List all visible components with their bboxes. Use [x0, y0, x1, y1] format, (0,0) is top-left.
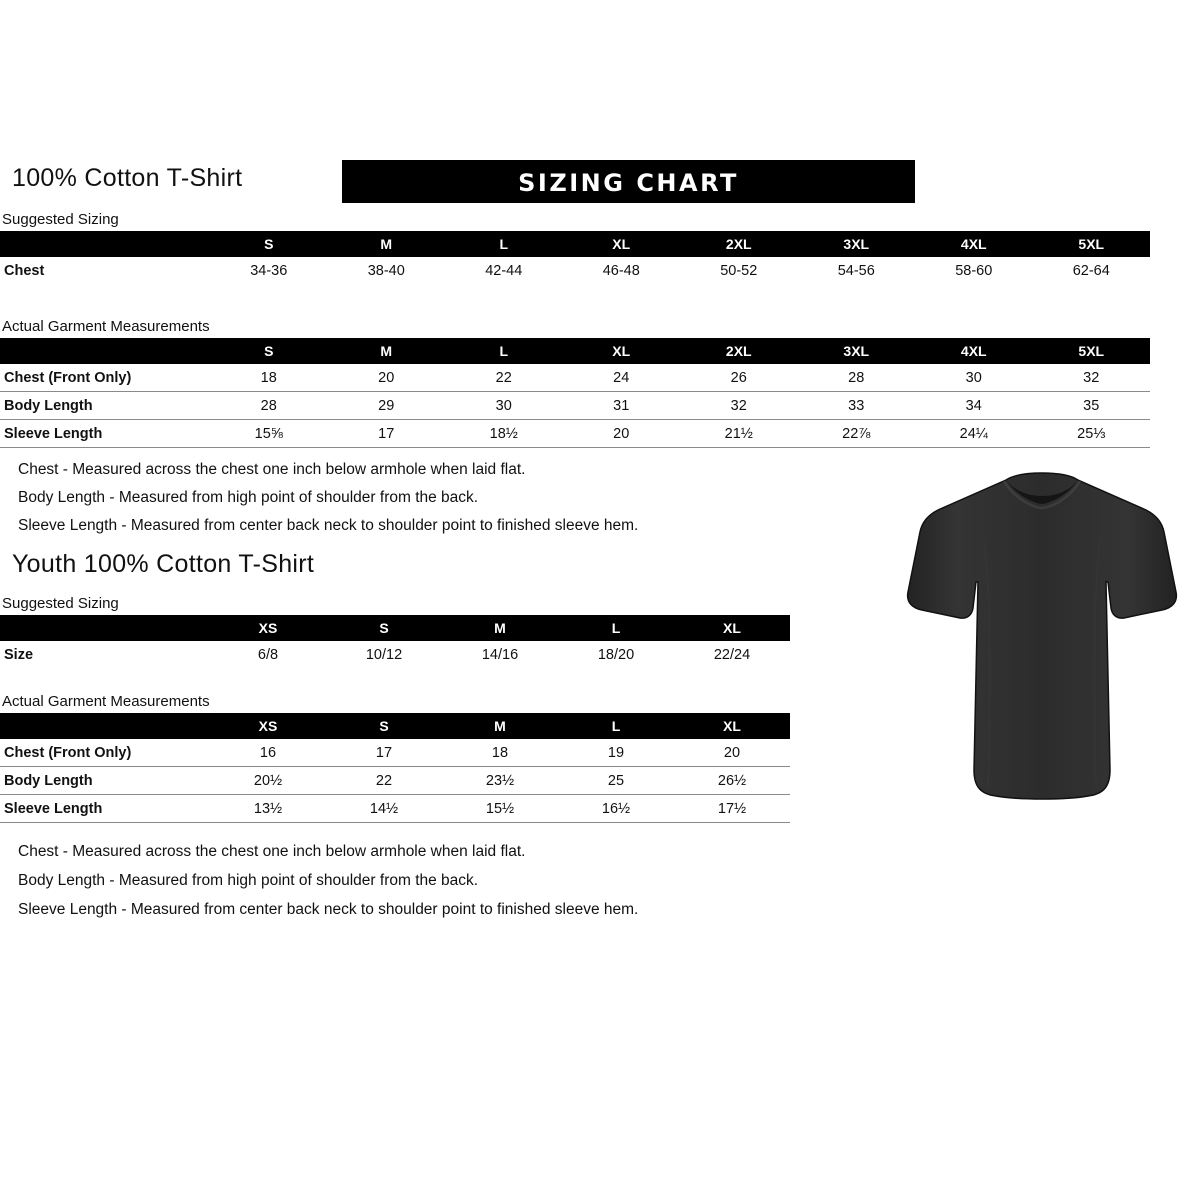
column-header: L [558, 615, 674, 641]
cell: 14½ [369, 800, 399, 817]
column-header: S [326, 615, 442, 641]
youth-garment-measurements-table [0, 713, 790, 823]
table-row [0, 420, 1150, 448]
cell: 22 [495, 369, 512, 386]
adult-suggested-sizing-table [0, 231, 1150, 284]
adult-actual-measurements-label: Actual Garment Measurements [2, 318, 210, 335]
column-header: M [328, 338, 446, 364]
cell: 26½ [717, 772, 747, 789]
column-header: XS [210, 615, 326, 641]
column-header: XL [674, 615, 790, 641]
column-header: S [210, 338, 328, 364]
cell: 18 [491, 744, 509, 761]
cell: 28 [848, 369, 865, 386]
cell: 34-36 [250, 262, 288, 279]
cell: 38-40 [367, 262, 405, 279]
cell: 14/16 [481, 646, 519, 663]
cell: 18/20 [597, 646, 635, 663]
column-header: M [442, 713, 558, 739]
table-row [0, 795, 790, 823]
youth-suggested-sizing-table [0, 615, 790, 668]
adult-garment-measurements-table [0, 338, 1150, 448]
cell: 32 [1083, 369, 1100, 386]
column-header: 5XL [1033, 338, 1151, 364]
youth-actual-measurements-label: Actual Garment Measurements [2, 693, 210, 710]
table-header-row [0, 231, 1150, 257]
cell: 13½ [253, 800, 283, 817]
cell: 20 [378, 369, 395, 386]
column-header [0, 615, 210, 641]
cell: 23½ [485, 772, 515, 789]
table-row [0, 392, 1150, 420]
cell: 20 [613, 425, 630, 442]
table-header-row [0, 713, 790, 739]
cell: 15⅝ [254, 425, 283, 442]
table-header-row [0, 338, 1150, 364]
sizing-chart-banner [342, 160, 915, 203]
cell: 16 [259, 744, 277, 761]
cell: 58-60 [955, 262, 993, 279]
column-header: L [558, 713, 674, 739]
column-header: L [445, 338, 563, 364]
youth-suggested-sizing-label: Suggested Sizing [2, 595, 119, 612]
youth-note-body-length: Body Length - Measured from high point of shoulder from the back. [18, 872, 479, 889]
table-row [0, 641, 790, 668]
cell: 28 [260, 397, 277, 414]
cell: 31 [613, 397, 630, 414]
youth-note-chest: Chest - Measured across the chest one inch below armhole when laid flat. [18, 843, 526, 860]
row-label: Body Length [4, 772, 93, 789]
cell: 30 [965, 369, 982, 386]
column-header: 2XL [680, 338, 798, 364]
cell: 17½ [717, 800, 747, 817]
table-row [0, 767, 790, 795]
column-header [0, 713, 210, 739]
cell: 15½ [485, 800, 515, 817]
row-label: Chest [4, 262, 45, 279]
column-header: 3XL [798, 338, 916, 364]
cell: 17 [375, 744, 393, 761]
column-header: XS [210, 713, 326, 739]
column-header: 3XL [798, 231, 916, 257]
cell: 21½ [724, 425, 753, 442]
tshirt-icon [900, 470, 1185, 810]
row-label: Chest (Front Only) [4, 744, 132, 761]
cell: 22⅞ [842, 425, 871, 442]
cell: 24¼ [959, 425, 988, 442]
sizing-chart-banner-label: SIZING CHART [518, 169, 739, 197]
cell: 18 [260, 369, 277, 386]
cell: 17 [378, 425, 395, 442]
row-label: Sleeve Length [4, 800, 103, 817]
youth-note-sleeve-length: Sleeve Length - Measured from center back neck to shoulder point to finished sleeve hem. [18, 901, 639, 918]
adult-suggested-sizing-label: Suggested Sizing [2, 211, 119, 228]
cell: 25 [607, 772, 625, 789]
tshirt-image [900, 470, 1185, 810]
youth-product-title: Youth 100% Cotton T-Shirt [12, 550, 315, 578]
cell: 25⅓ [1077, 425, 1106, 442]
cell: 62-64 [1072, 262, 1110, 279]
column-header: XL [563, 338, 681, 364]
adult-note-chest: Chest - Measured across the chest one inch below armhole when laid flat. [18, 461, 526, 478]
header-row [12, 160, 1188, 204]
cell: 6/8 [257, 646, 279, 663]
column-header [0, 231, 210, 257]
cell: 26 [730, 369, 747, 386]
column-header: XL [563, 231, 681, 257]
adult-note-body-length: Body Length - Measured from high point of shoulder from the back. [18, 489, 479, 506]
column-header: XL [674, 713, 790, 739]
column-header: M [328, 231, 446, 257]
cell: 22 [375, 772, 393, 789]
table-row [0, 739, 790, 767]
cell: 29 [378, 397, 395, 414]
table-header-row [0, 615, 790, 641]
cell: 46-48 [602, 262, 640, 279]
column-header: S [210, 231, 328, 257]
cell: 19 [607, 744, 625, 761]
cell: 42-44 [485, 262, 523, 279]
row-label: Sleeve Length [4, 425, 103, 442]
cell: 35 [1083, 397, 1100, 414]
cell: 50-52 [720, 262, 758, 279]
cell: 20½ [253, 772, 283, 789]
cell: 34 [965, 397, 982, 414]
cell: 33 [848, 397, 865, 414]
adult-note-sleeve-length: Sleeve Length - Measured from center back neck to shoulder point to finished sleeve hem. [18, 517, 639, 534]
column-header [0, 338, 210, 364]
column-header: M [442, 615, 558, 641]
cell: 18½ [489, 425, 518, 442]
cell: 10/12 [365, 646, 403, 663]
row-label: Body Length [4, 397, 93, 414]
column-header: 4XL [915, 231, 1033, 257]
cell: 30 [495, 397, 512, 414]
column-header: 4XL [915, 338, 1033, 364]
cell: 54-56 [837, 262, 875, 279]
cell: 20 [723, 744, 741, 761]
cell: 22/24 [713, 646, 751, 663]
table-row [0, 257, 1150, 284]
row-label: Size [4, 646, 34, 663]
adult-product-title: 100% Cotton T-Shirt [12, 164, 243, 192]
cell: 24 [613, 369, 630, 386]
table-row [0, 364, 1150, 392]
row-label: Chest (Front Only) [4, 369, 132, 386]
cell: 32 [730, 397, 747, 414]
cell: 16½ [601, 800, 631, 817]
column-header: 5XL [1033, 231, 1151, 257]
column-header: S [326, 713, 442, 739]
column-header: 2XL [680, 231, 798, 257]
column-header: L [445, 231, 563, 257]
